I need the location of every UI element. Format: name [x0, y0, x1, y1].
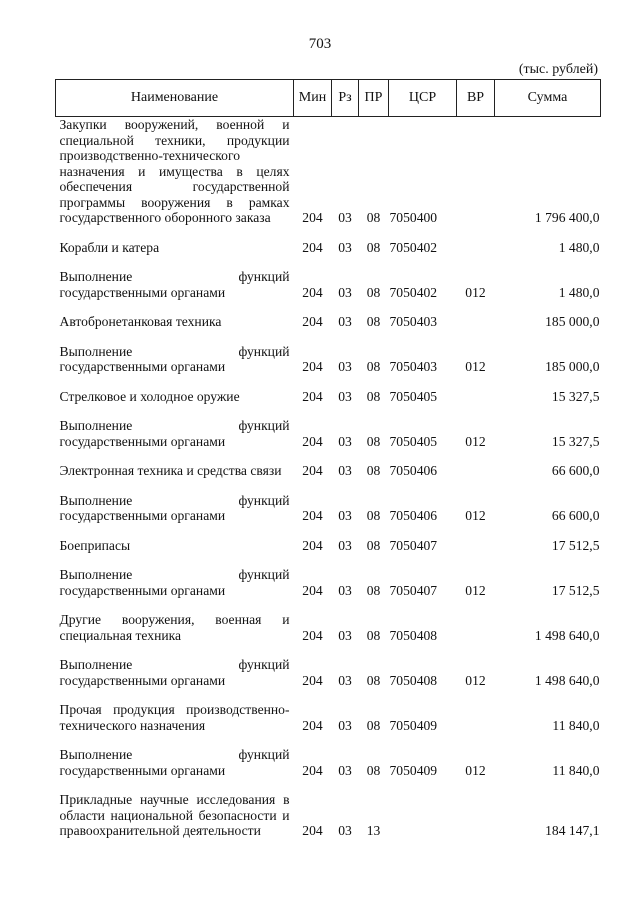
table-row — [56, 567, 601, 602]
row-spacer — [56, 602, 601, 612]
cell-csr: 7050406 — [389, 508, 438, 523]
cell-csr: 7050402 — [389, 284, 438, 300]
cell-rz: 03 — [338, 537, 352, 553]
cell-pr: 08 — [366, 314, 381, 329]
row-spacer — [56, 647, 601, 657]
cell-rz: 03 — [338, 672, 352, 688]
table-row — [56, 314, 601, 334]
cell-vr — [457, 389, 495, 409]
cell-vr — [457, 702, 495, 737]
header-csr: ЦСР — [389, 80, 457, 117]
cell-vr — [457, 792, 495, 843]
cell-name: Выполнение функций государственными органами — [59, 567, 290, 598]
table-row — [56, 493, 601, 528]
cell-name: Выполнение функций государственными органами — [59, 269, 290, 300]
row-spacer — [56, 782, 601, 792]
cell-pr: 08 — [366, 210, 381, 225]
units-label: (тыс. рублей) — [518, 62, 598, 77]
cell-sum: 1 480,0 — [558, 284, 600, 300]
table-row — [56, 792, 601, 843]
cell-pr: 08 — [366, 537, 381, 553]
row-spacer — [56, 528, 601, 538]
cell-vr: 012 — [465, 508, 486, 523]
table-row — [56, 657, 601, 692]
cell-csr — [389, 792, 457, 843]
cell-sum: 11 840,0 — [552, 762, 600, 778]
table-row — [56, 747, 601, 782]
cell-pr: 08 — [366, 239, 381, 255]
table-row — [56, 389, 601, 409]
cell-min: 204 — [302, 537, 323, 553]
cell-rz: 03 — [338, 433, 352, 449]
cell-pr: 08 — [366, 508, 381, 523]
cell-min: 204 — [302, 463, 323, 478]
row-spacer — [56, 453, 601, 463]
cell-name: Электронная техника и средства связи — [59, 463, 282, 478]
cell-pr: 08 — [366, 717, 381, 733]
table-body — [56, 117, 601, 843]
cell-pr: 08 — [366, 284, 381, 300]
row-spacer-cell — [56, 528, 601, 538]
cell-rz: 03 — [338, 359, 352, 374]
cell-sum: 1 498 640,0 — [534, 627, 600, 643]
cell-pr: 08 — [366, 433, 381, 449]
cell-rz: 03 — [338, 314, 352, 329]
cell-csr: 7050400 — [389, 210, 438, 225]
cell-sum: 66 600,0 — [551, 508, 600, 523]
cell-pr: 08 — [366, 359, 381, 374]
cell-min: 204 — [302, 762, 323, 778]
cell-vr — [457, 538, 495, 558]
table-row — [56, 612, 601, 647]
table-row — [56, 463, 601, 483]
row-spacer-cell — [56, 782, 601, 792]
row-spacer — [56, 557, 601, 567]
cell-name: Выполнение функций государственными органами — [59, 418, 290, 449]
cell-vr: 012 — [465, 762, 486, 778]
cell-min: 204 — [302, 388, 323, 404]
table-row — [56, 269, 601, 304]
table-row — [56, 702, 601, 737]
cell-name: Другие вооружения, военная и специальная техника — [59, 612, 290, 643]
cell-min: 204 — [302, 672, 323, 688]
cell-name: Выполнение функций государственными органами — [59, 492, 290, 523]
cell-name: Выполнение функций государственными органами — [59, 657, 290, 688]
row-spacer-cell — [56, 379, 601, 389]
cell-vr — [457, 117, 495, 230]
row-spacer-cell — [56, 230, 601, 240]
header-rz: Рз — [332, 80, 359, 117]
cell-rz: 03 — [338, 508, 352, 523]
table-row — [56, 240, 601, 260]
cell-min: 204 — [302, 314, 323, 329]
header-name: Наименование — [56, 80, 294, 117]
cell-vr: 012 — [465, 672, 486, 688]
header-min: Мин — [294, 80, 332, 117]
cell-vr: 012 — [465, 433, 486, 449]
cell-min: 204 — [302, 284, 323, 300]
cell-csr: 7050403 — [389, 314, 438, 329]
cell-sum: 185 000,0 — [545, 359, 600, 374]
header-pr: ПР — [359, 80, 389, 117]
cell-csr: 7050409 — [389, 717, 438, 733]
cell-rz: 03 — [338, 388, 352, 404]
row-spacer-cell — [56, 737, 601, 747]
cell-name: Боеприпасы — [59, 537, 131, 553]
cell-pr: 08 — [366, 582, 381, 598]
cell-rz: 03 — [338, 284, 352, 300]
cell-min: 204 — [302, 582, 323, 598]
table-row — [56, 344, 601, 379]
cell-pr: 08 — [366, 627, 381, 643]
cell-vr — [457, 240, 495, 260]
row-spacer-cell — [56, 304, 601, 314]
table-header-row — [56, 80, 601, 117]
cell-name: Стрелковое и холодное оружие — [59, 388, 240, 404]
row-spacer — [56, 692, 601, 702]
cell-rz: 03 — [338, 239, 352, 255]
row-spacer-cell — [56, 557, 601, 567]
cell-min: 204 — [302, 239, 323, 255]
cell-name: Выполнение функций государственными органами — [59, 747, 290, 778]
cell-csr: 7050403 — [389, 359, 438, 374]
cell-csr: 7050406 — [389, 463, 438, 478]
cell-min: 204 — [302, 359, 323, 374]
row-spacer-cell — [56, 408, 601, 418]
row-spacer-cell — [56, 647, 601, 657]
table-row — [56, 117, 601, 230]
table-row — [56, 418, 601, 453]
cell-sum: 185 000,0 — [545, 314, 600, 329]
cell-sum: 1 498 640,0 — [534, 672, 600, 688]
cell-rz: 03 — [338, 582, 352, 598]
cell-pr: 08 — [366, 463, 381, 478]
cell-sum: 184 147,1 — [545, 823, 600, 838]
cell-rz: 03 — [338, 463, 352, 478]
row-spacer-cell — [56, 483, 601, 493]
cell-name: Корабли и катера — [59, 239, 160, 255]
cell-rz: 03 — [338, 762, 352, 778]
cell-min: 204 — [302, 627, 323, 643]
row-spacer-cell — [56, 453, 601, 463]
row-spacer — [56, 408, 601, 418]
cell-csr: 7050405 — [389, 433, 438, 449]
cell-pr: 08 — [366, 388, 381, 404]
cell-rz: 03 — [338, 210, 352, 225]
cell-name: Автобронетанковая техника — [59, 314, 222, 329]
cell-min: 204 — [302, 508, 323, 523]
cell-min: 204 — [302, 210, 323, 225]
row-spacer-cell — [56, 692, 601, 702]
cell-vr: 012 — [465, 582, 486, 598]
cell-pr: 08 — [366, 672, 381, 688]
cell-min: 204 — [302, 433, 323, 449]
cell-csr: 7050402 — [389, 239, 438, 255]
cell-pr: 13 — [366, 823, 381, 838]
header-sum: Сумма — [495, 80, 601, 117]
header-vr: ВР — [457, 80, 495, 117]
cell-vr: 012 — [465, 284, 486, 300]
cell-sum: 15 327,5 — [551, 433, 600, 449]
cell-name: Прочая продукция производственно-технического назначения — [59, 702, 290, 733]
table-row — [56, 538, 601, 558]
cell-vr — [457, 612, 495, 647]
cell-csr: 7050408 — [389, 627, 438, 643]
cell-rz: 03 — [338, 717, 352, 733]
budget-table — [55, 79, 601, 843]
cell-sum: 1 796 400,0 — [534, 210, 600, 225]
cell-sum: 66 600,0 — [551, 463, 600, 478]
cell-sum: 17 512,5 — [551, 582, 600, 598]
cell-csr: 7050407 — [389, 582, 438, 598]
cell-name: Выполнение функций государственными органами — [59, 343, 290, 374]
row-spacer — [56, 483, 601, 493]
cell-csr: 7050405 — [389, 388, 438, 404]
row-spacer-cell — [56, 602, 601, 612]
row-spacer-cell — [56, 334, 601, 344]
cell-min: 204 — [302, 823, 323, 838]
row-spacer — [56, 304, 601, 314]
row-spacer — [56, 379, 601, 389]
cell-sum: 15 327,5 — [551, 388, 600, 404]
row-spacer — [56, 259, 601, 269]
row-spacer — [56, 737, 601, 747]
cell-name: Закупки вооружений, военной и специальной техники, продукции производственно-технического назначения и имущества в целях обеспечения государственной программы вооружения в рамках государственного оборонного заказа — [59, 117, 290, 225]
page-number: 703 — [308, 36, 332, 52]
cell-vr — [457, 463, 495, 483]
cell-min: 204 — [302, 717, 323, 733]
cell-rz: 03 — [338, 627, 352, 643]
cell-vr — [457, 314, 495, 334]
row-spacer — [56, 334, 601, 344]
cell-vr: 012 — [465, 359, 486, 374]
row-spacer — [56, 230, 601, 240]
cell-name: Прикладные научные исследования в области национальной безопасности и правоохранительной деятельности — [59, 792, 290, 838]
cell-csr: 7050407 — [389, 537, 438, 553]
row-spacer-cell — [56, 259, 601, 269]
cell-csr: 7050408 — [389, 672, 438, 688]
cell-sum: 11 840,0 — [552, 717, 600, 733]
cell-pr: 08 — [366, 762, 381, 778]
cell-sum: 1 480,0 — [558, 239, 600, 255]
cell-rz: 03 — [338, 823, 352, 838]
cell-csr: 7050409 — [389, 762, 438, 778]
cell-sum: 17 512,5 — [551, 537, 600, 553]
